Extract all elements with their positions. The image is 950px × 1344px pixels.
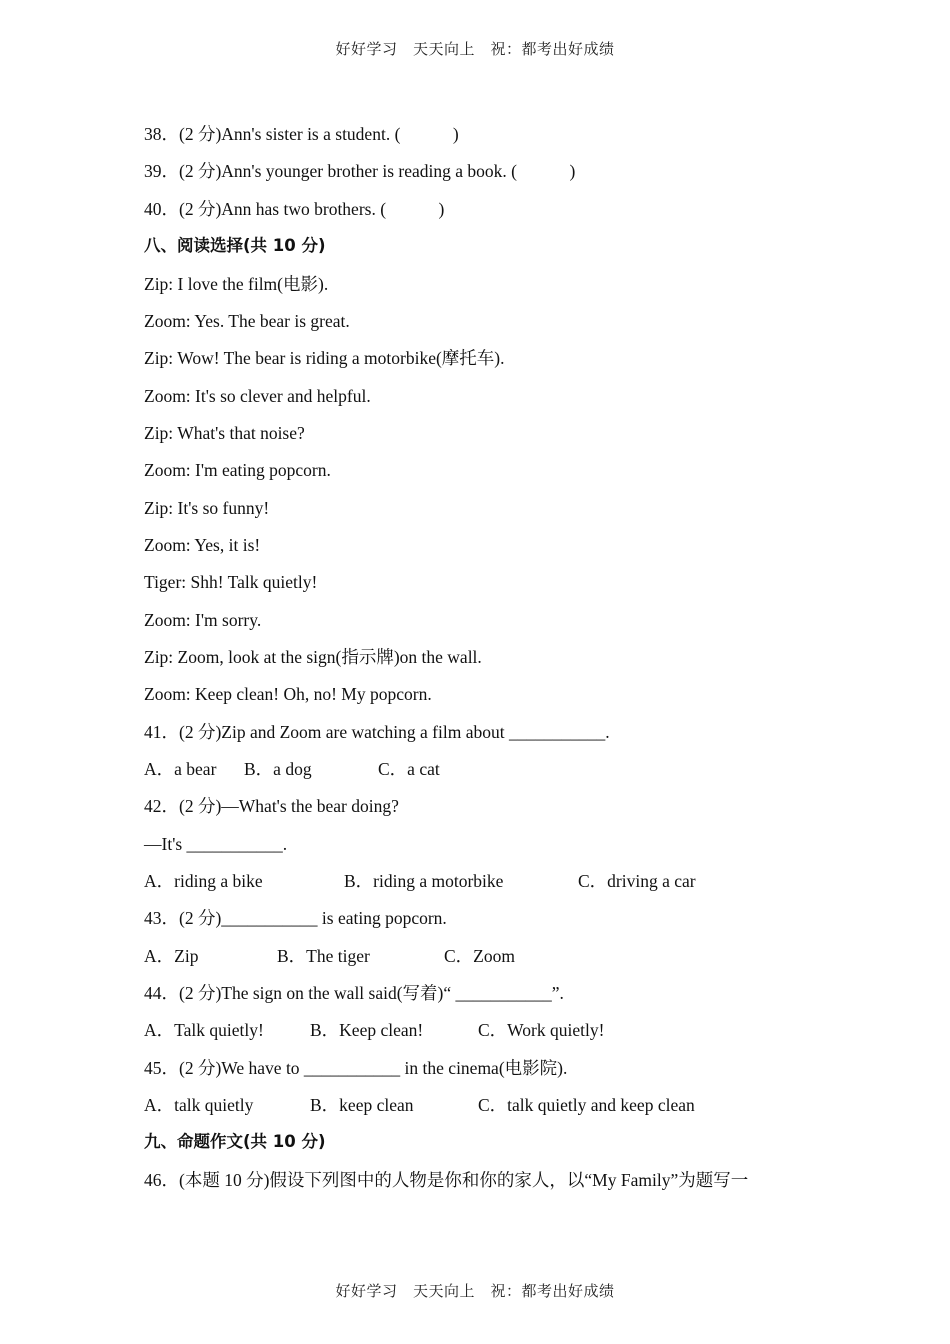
dialogue-line: Zoom: Yes. The bear is great.: [144, 311, 350, 331]
option-a[interactable]: A．riding a bike: [144, 871, 263, 891]
question-43-options: [144, 944, 515, 968]
option-b[interactable]: B．a dog: [244, 759, 312, 779]
option-c[interactable]: C．Zoom: [444, 946, 515, 966]
question-43-stem: 43．(2 分)___________ is eating popcorn.: [144, 908, 447, 928]
dialogue-line: Zoom: It's so clever and helpful.: [144, 386, 371, 406]
dialogue-line: Zip: Wow! The bear is riding a motorbike(摩托车).: [144, 348, 505, 368]
option-a[interactable]: A．Talk quietly!: [144, 1020, 264, 1040]
question-40: 40．(2 分)Ann has two brothers. ( ): [144, 199, 445, 219]
dialogue-line: Tiger: Shh! Talk quietly!: [144, 572, 318, 592]
option-b[interactable]: B．The tiger: [277, 946, 370, 966]
dialogue-line: Zip: It's so funny!: [144, 498, 270, 518]
question-44-stem: 44．(2 分)The sign on the wall said(写着)“ ___________”.: [144, 983, 564, 1003]
question-42-stem-answer: —It's ___________.: [144, 834, 288, 854]
option-c[interactable]: C．Work quietly!: [478, 1020, 605, 1040]
option-a[interactable]: A．a bear: [144, 759, 217, 779]
question-44-options: [144, 1018, 604, 1042]
option-c[interactable]: C．talk quietly and keep clean: [478, 1095, 695, 1115]
option-a[interactable]: A．Zip: [144, 946, 199, 966]
question-41-options: [144, 757, 440, 781]
dialogue-line: Zoom: I'm eating popcorn.: [144, 460, 331, 480]
option-b[interactable]: B．keep clean: [310, 1095, 414, 1115]
page-header: 好好学习 天天向上 祝：都考出好成绩: [335, 40, 615, 58]
dialogue-line: Zip: I love the film(电影).: [144, 274, 329, 294]
dialogue-line: Zoom: Yes, it is!: [144, 535, 261, 555]
section-8-title: 八、阅读选择(共 10 分): [144, 236, 326, 255]
dialogue-line: Zip: What's that noise?: [144, 423, 305, 443]
dialogue-line: Zip: Zoom, look at the sign(指示牌)on the wall.: [144, 647, 482, 667]
dialogue-line: Zoom: I'm sorry.: [144, 610, 262, 630]
option-b[interactable]: B．Keep clean!: [310, 1020, 424, 1040]
option-c[interactable]: C．driving a car: [578, 871, 696, 891]
question-39: 39．(2 分)Ann's younger brother is reading a book. ( ): [144, 161, 576, 181]
question-38: 38．(2 分)Ann's sister is a student. ( ): [144, 124, 459, 144]
option-c[interactable]: C．a cat: [378, 759, 440, 779]
question-45-stem: 45．(2 分)We have to ___________ in the cinema(电影院).: [144, 1058, 568, 1078]
question-41-stem: 41．(2 分)Zip and Zoom are watching a film about ___________.: [144, 722, 610, 742]
section-9-title: 九、命题作文(共 10 分): [144, 1132, 326, 1151]
question-46: 46．(本题 10 分)假设下列图中的人物是你和你的家人，以“My Family”为题写一: [144, 1170, 749, 1190]
dialogue-line: Zoom: Keep clean! Oh, no! My popcorn.: [144, 684, 432, 704]
question-42-options: [144, 869, 696, 893]
question-45-options: [144, 1093, 695, 1117]
page-footer: 好好学习 天天向上 祝：都考出好成绩: [335, 1282, 615, 1300]
option-b[interactable]: B．riding a motorbike: [344, 871, 504, 891]
question-42-stem: 42．(2 分)—What's the bear doing?: [144, 796, 399, 816]
option-a[interactable]: A．talk quietly: [144, 1095, 254, 1115]
